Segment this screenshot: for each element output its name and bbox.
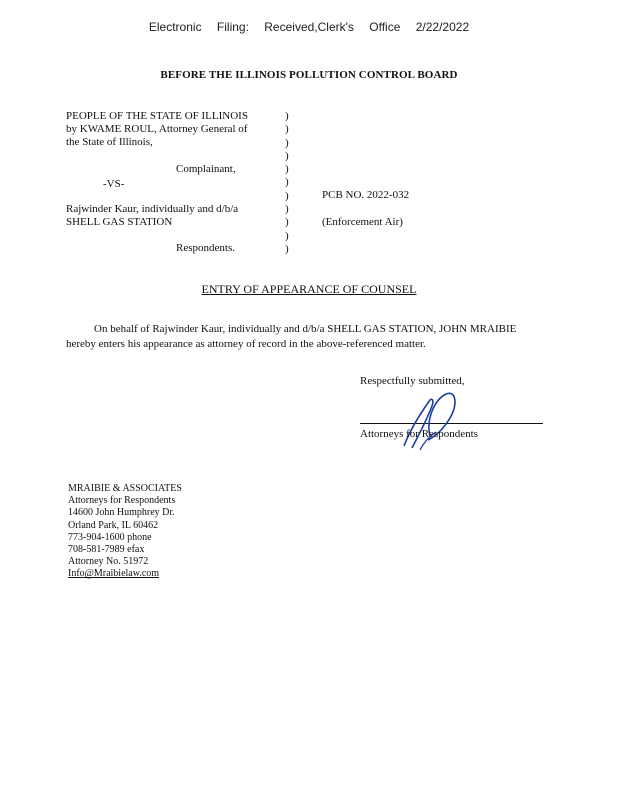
filing-stamp bbox=[0, 20, 618, 34]
firm-email-link[interactable]: Info@Mraibielaw.com bbox=[68, 568, 160, 580]
paren: ) bbox=[285, 189, 289, 202]
firm-role: Attorneys for Respondents bbox=[68, 495, 176, 507]
respondent-line: Rajwinder Kaur, individually and d/b/a bbox=[66, 203, 239, 215]
signature-closing: Respectfully submitted, bbox=[360, 375, 465, 387]
handwritten-signature bbox=[390, 380, 480, 460]
paragraph-text: On behalf of Rajwinder Kaur, individually and d/b/a SHELL GAS STATION, JOHN MRAIBIE hereby enters his appearance as attorney of record in the above-referenced matter. bbox=[66, 323, 517, 350]
paren: ) bbox=[285, 136, 289, 149]
paren: ) bbox=[285, 242, 289, 255]
paren: ) bbox=[285, 203, 289, 216]
heading-text: ENTRY OF APPEARANCE OF COUNSEL bbox=[201, 282, 417, 296]
paren: ) bbox=[285, 123, 289, 136]
paren: ) bbox=[285, 110, 289, 122]
complainant-line: by KWAME ROUL, Attorney General of bbox=[66, 123, 248, 135]
stamp-electronic: Electronic bbox=[148, 20, 202, 34]
complainant-role: Complainant, bbox=[176, 163, 236, 175]
firm-phone: 773-904-1600 phone bbox=[68, 531, 152, 543]
versus-label: -VS- bbox=[103, 178, 125, 190]
paren: ) bbox=[285, 229, 289, 242]
document-heading bbox=[0, 282, 618, 297]
stamp-filing: Filing: bbox=[216, 20, 249, 34]
stamp-office: Office bbox=[369, 20, 401, 34]
case-type: (Enforcement Air) bbox=[322, 216, 403, 228]
appearance-paragraph bbox=[66, 322, 536, 352]
board-title: BEFORE THE ILLINOIS POLLUTION CONTROL BOARD bbox=[160, 69, 458, 81]
firm-name: MRAIBIE & ASSOCIATES bbox=[68, 483, 182, 494]
paren: ) bbox=[285, 163, 289, 176]
signature-label: Attorneys for Respondents bbox=[360, 428, 478, 440]
paren: ) bbox=[285, 176, 289, 189]
case-number: PCB NO. 2022-032 bbox=[322, 189, 410, 201]
caption-divider bbox=[285, 110, 289, 256]
firm-block bbox=[68, 483, 182, 581]
complainant-line: the State of Illinois, bbox=[66, 136, 153, 148]
respondent-role: Respondents. bbox=[176, 242, 235, 254]
complainant-line: PEOPLE OF THE STATE OF ILLINOIS bbox=[66, 110, 248, 122]
stamp-received: Received,Clerk's bbox=[264, 20, 354, 34]
paren: ) bbox=[285, 149, 289, 162]
respondent-line: SHELL GAS STATION bbox=[66, 216, 173, 228]
firm-street: 14600 John Humphrey Dr. bbox=[68, 507, 175, 519]
firm-city: Orland Park, IL 60462 bbox=[68, 519, 159, 531]
firm-attorney-number: Attorney No. 51972 bbox=[68, 556, 149, 568]
stamp-date: 2/22/2022 bbox=[415, 20, 470, 34]
firm-efax: 708-581-7989 efax bbox=[68, 544, 145, 556]
paren: ) bbox=[285, 216, 289, 229]
